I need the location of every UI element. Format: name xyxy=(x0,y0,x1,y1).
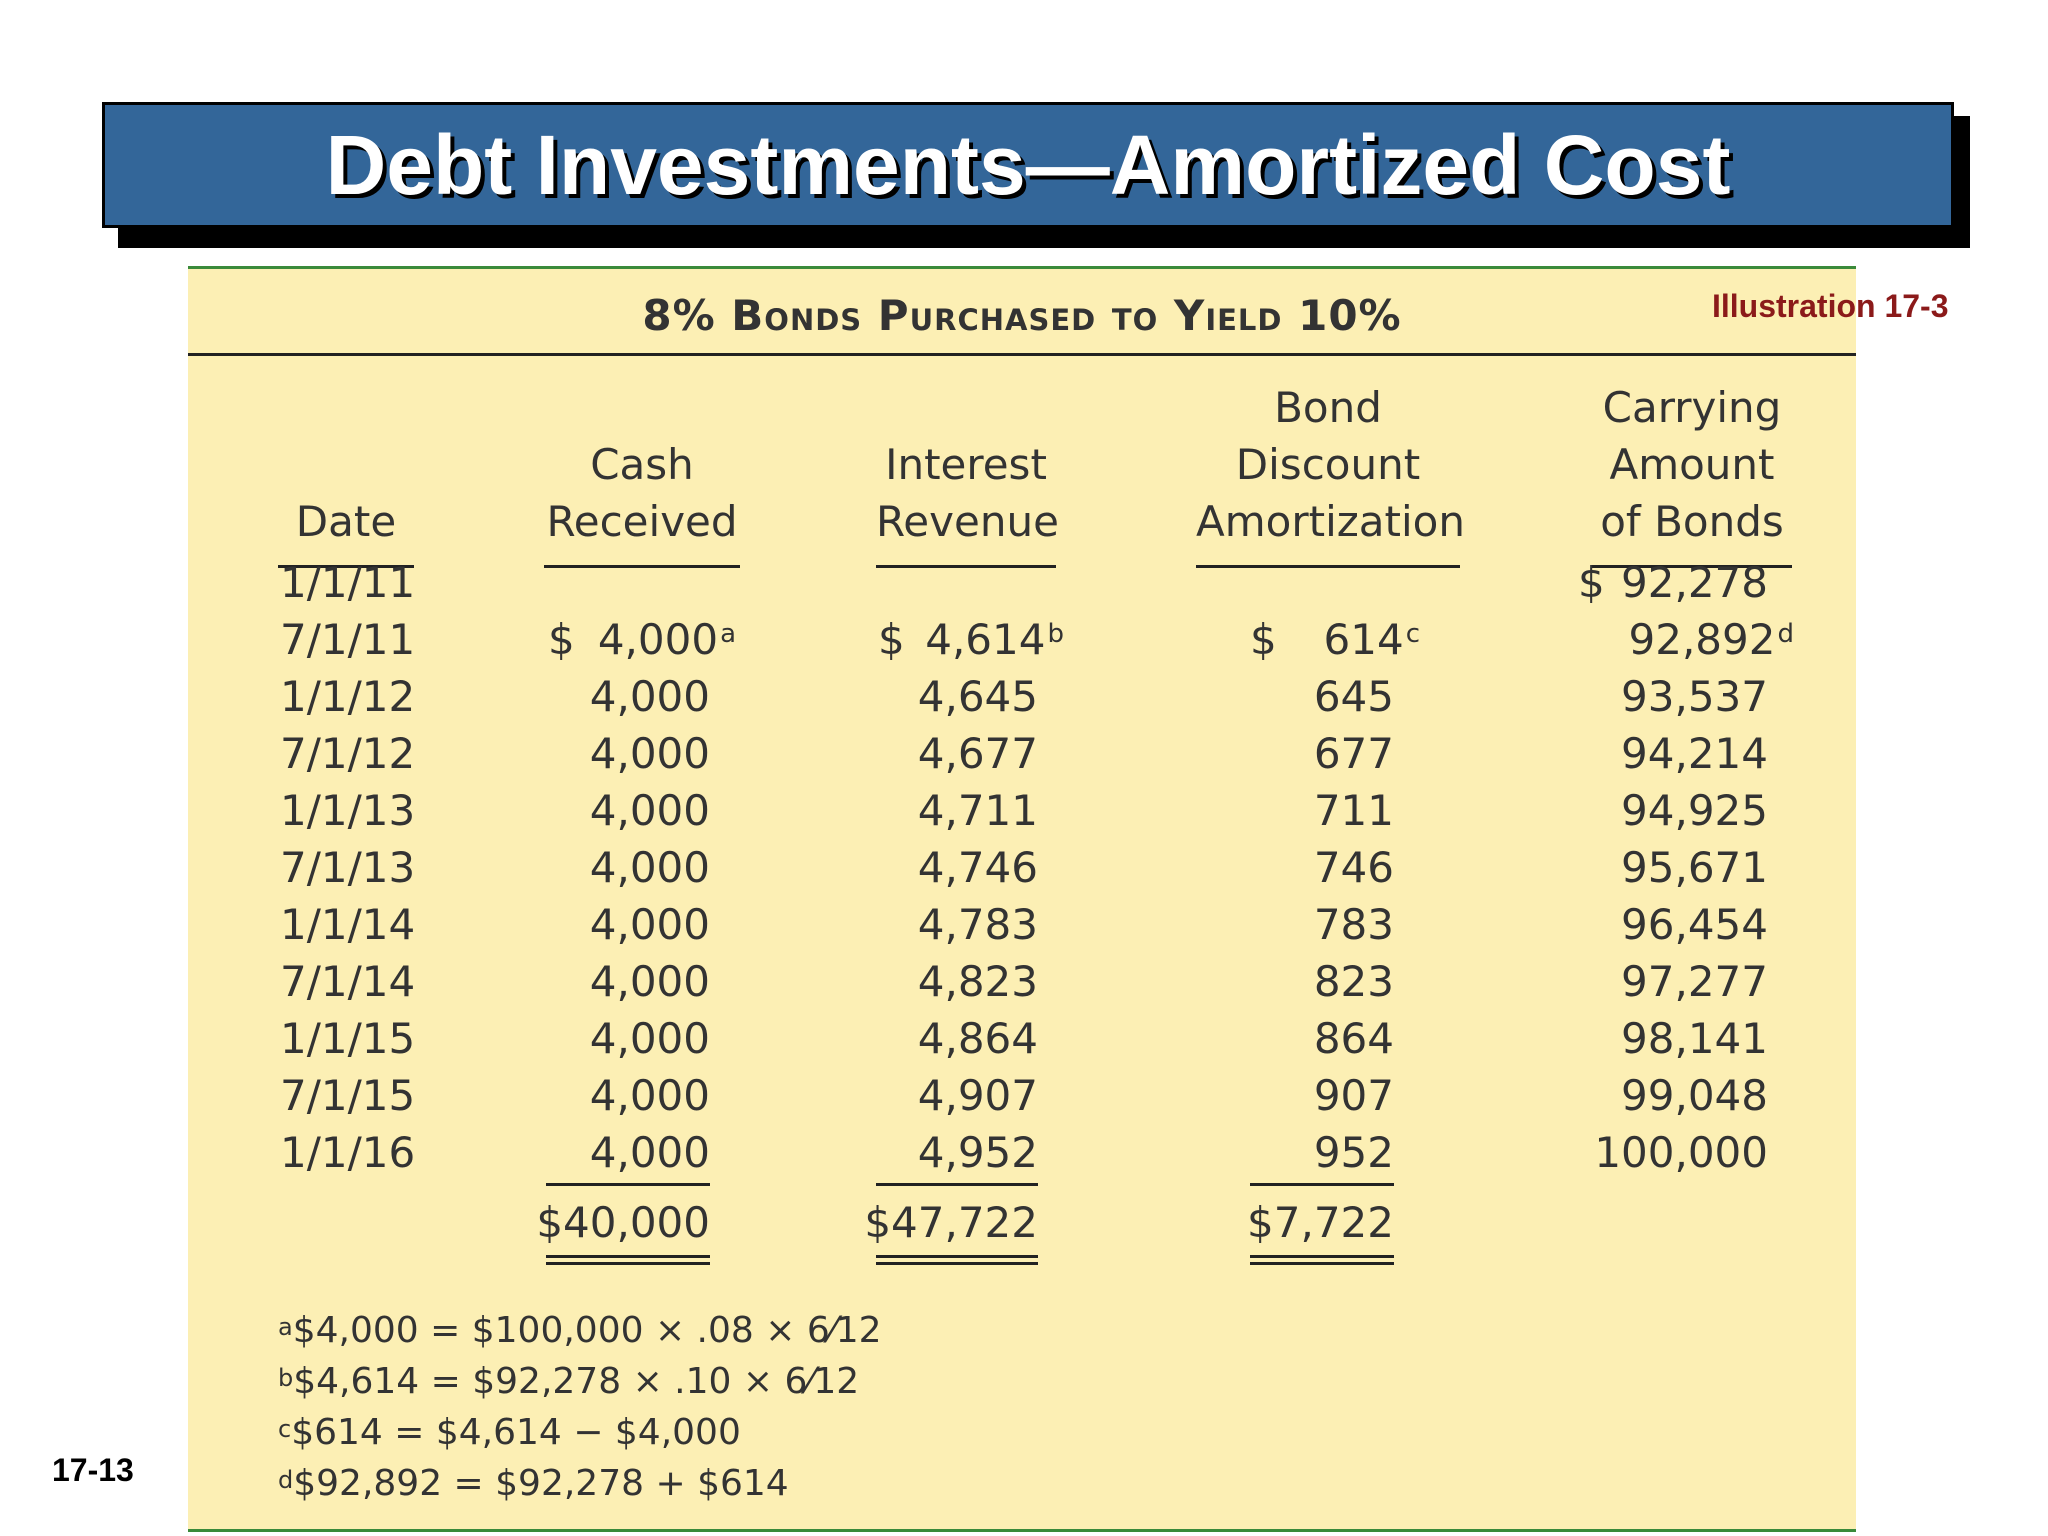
carrying-amount-cell-value: 96,454 xyxy=(1621,900,1768,949)
interest-revenue-cell-value: 4,783 xyxy=(917,900,1038,949)
carrying-amount-cell-value: 94,214 xyxy=(1621,729,1768,778)
cash-received-cell-value: 4,000 xyxy=(589,957,710,1006)
total-cash-received: $40,000 xyxy=(536,1198,710,1247)
amortization-cell-value: 614 xyxy=(1323,615,1404,664)
cash-received-cell-value: 4,000 xyxy=(589,672,710,721)
carrying-amount-cell xyxy=(1629,616,1794,664)
footnote-marker: b xyxy=(1047,619,1064,649)
interest-revenue-cell xyxy=(918,1072,1038,1120)
carrying-amount-cell xyxy=(1621,1015,1768,1063)
date-cell: 7/1/13 xyxy=(280,843,416,892)
amortization-cell-value: 746 xyxy=(1313,843,1394,892)
total-double-rule xyxy=(1250,1255,1394,1265)
interest-revenue-cell-value: 4,823 xyxy=(917,957,1038,1006)
column-header-line: Date xyxy=(295,497,397,546)
footnote-text: $4,614 = $92,278 × .10 × 6⁄12 xyxy=(293,1361,860,1402)
footnote-marker: a xyxy=(720,619,736,649)
date-cell: 1/1/14 xyxy=(280,900,416,949)
column-header xyxy=(278,379,414,550)
interest-revenue-cell-value: 4,907 xyxy=(917,1071,1038,1120)
column-header xyxy=(876,379,1059,550)
amortization-table-panel xyxy=(188,266,1856,1532)
dollar-sign: $ xyxy=(878,615,905,664)
date-cell: 1/1/15 xyxy=(280,1014,416,1063)
column-header-line: Bond xyxy=(1274,383,1382,432)
cash-received-cell-value: 4,000 xyxy=(589,843,710,892)
amortization-cell-value: 864 xyxy=(1313,1014,1394,1063)
illustration-label: Illustration 17-3 xyxy=(1712,288,1949,324)
interest-revenue-cell xyxy=(918,730,1038,778)
date-cell: 7/1/15 xyxy=(280,1071,416,1120)
total-amortization: $7,722 xyxy=(1247,1198,1394,1247)
carrying-amount-cell-value: 92,892 xyxy=(1628,615,1776,664)
column-header-rule xyxy=(1196,565,1460,568)
interest-revenue-cell xyxy=(918,901,1038,949)
date-cell: 1/1/13 xyxy=(280,786,416,835)
dollar-sign: $ xyxy=(548,615,575,664)
amortization-cell-value: 952 xyxy=(1313,1128,1394,1177)
carrying-amount-cell xyxy=(1621,901,1768,949)
interest-revenue-cell xyxy=(918,958,1038,1006)
interest-revenue-cell-value: 4,677 xyxy=(917,729,1038,778)
cash-received-cell xyxy=(590,673,710,721)
carrying-amount-cell xyxy=(1621,787,1768,835)
interest-revenue-cell-value: 4,711 xyxy=(917,786,1038,835)
title-banner xyxy=(102,102,1954,228)
cash-received-cell-value: 4,000 xyxy=(597,615,719,664)
footnote xyxy=(278,1360,859,1404)
carrying-amount-cell xyxy=(1621,844,1768,892)
carrying-amount-cell xyxy=(1621,730,1768,778)
amortization-cell-value: 783 xyxy=(1313,900,1394,949)
column-header-line: of Bonds xyxy=(1600,497,1784,546)
amortization-cell xyxy=(1314,730,1394,778)
carrying-amount-cell-value: 99,048 xyxy=(1621,1071,1768,1120)
column-header-line xyxy=(876,379,1056,436)
table-title: 8% Bonds Purchased to Yield 10% xyxy=(642,291,1402,340)
cash-received-cell-value: 4,000 xyxy=(589,1128,710,1177)
column-header-line xyxy=(278,436,414,493)
amortization-cell-value: 711 xyxy=(1313,786,1394,835)
date-cell: 1/1/12 xyxy=(280,672,416,721)
amortization-cell-value: 677 xyxy=(1313,729,1394,778)
footnote xyxy=(278,1309,882,1353)
column-header-line: Amortization xyxy=(1196,497,1465,546)
date-cell: 1/1/11 xyxy=(280,558,416,607)
interest-revenue-cell xyxy=(918,787,1038,835)
carrying-amount-cell-value: 93,537 xyxy=(1621,672,1768,721)
column-header-line: Cash xyxy=(590,440,694,489)
amortization-cell xyxy=(1314,901,1394,949)
amortization-cell xyxy=(1314,1129,1394,1177)
footnote xyxy=(278,1462,789,1506)
total-interest-revenue: $47,722 xyxy=(864,1198,1038,1247)
interest-revenue-cell xyxy=(925,616,1064,664)
column-header-line xyxy=(278,379,414,436)
cash-received-cell xyxy=(598,616,736,664)
amortization-cell xyxy=(1324,616,1420,664)
column-header xyxy=(1592,379,1792,550)
footnote-mark: d xyxy=(278,1466,294,1494)
interest-revenue-cell-value: 4,746 xyxy=(917,843,1038,892)
column-header-line xyxy=(544,379,740,436)
footnote-text: $92,892 = $92,278 + $614 xyxy=(293,1463,789,1504)
slide-number: 17-13 xyxy=(52,1452,134,1488)
interest-revenue-cell-value: 4,864 xyxy=(917,1014,1038,1063)
footnote-mark: b xyxy=(278,1364,294,1392)
amortization-cell xyxy=(1314,1015,1394,1063)
interest-revenue-cell xyxy=(918,673,1038,721)
cash-received-cell xyxy=(590,1129,710,1177)
table-title-rule xyxy=(188,353,1856,356)
column-header-line: Carrying xyxy=(1602,383,1782,432)
interest-revenue-cell-value: 4,645 xyxy=(917,672,1038,721)
cash-received-cell xyxy=(590,1072,710,1120)
column-header-line: Interest xyxy=(885,440,1047,489)
cash-received-cell xyxy=(590,787,710,835)
cash-received-cell-value: 4,000 xyxy=(589,729,710,778)
interest-revenue-cell-value: 4,952 xyxy=(917,1128,1038,1177)
carrying-amount-cell-value: 92,278 xyxy=(1621,558,1768,607)
dollar-sign: $ xyxy=(1578,558,1605,607)
carrying-amount-cell-value: 97,277 xyxy=(1621,957,1768,1006)
date-cell: 7/1/11 xyxy=(280,615,416,664)
carrying-amount-cell-value: 100,000 xyxy=(1594,1128,1768,1177)
column-header-line: Amount xyxy=(1609,440,1775,489)
carrying-amount-cell xyxy=(1621,958,1768,1006)
amortization-cell xyxy=(1314,958,1394,1006)
footnote-marker: c xyxy=(1405,619,1420,649)
amortization-cell-value: 645 xyxy=(1313,672,1394,721)
total-double-rule xyxy=(546,1255,710,1265)
date-cell: 7/1/12 xyxy=(280,729,416,778)
interest-revenue-cell xyxy=(918,1129,1038,1177)
cash-received-cell-value: 4,000 xyxy=(589,1014,710,1063)
date-cell: 1/1/16 xyxy=(280,1128,416,1177)
amortization-cell-value: 907 xyxy=(1313,1071,1394,1120)
footnote-mark: a xyxy=(278,1313,293,1341)
column-header-line: Revenue xyxy=(876,497,1059,546)
cash-received-cell xyxy=(590,901,710,949)
cash-received-cell-value: 4,000 xyxy=(589,1071,710,1120)
column-header-line: Received xyxy=(546,497,738,546)
footnote-mark: c xyxy=(278,1415,292,1443)
column-header-rule xyxy=(876,565,1056,568)
subtotal-rule xyxy=(876,1183,1038,1186)
footnote-text: $614 = $4,614 − $4,000 xyxy=(291,1412,741,1453)
cash-received-cell xyxy=(590,730,710,778)
carrying-amount-cell xyxy=(1621,559,1768,607)
carrying-amount-cell-value: 95,671 xyxy=(1621,843,1768,892)
cash-received-cell xyxy=(590,1015,710,1063)
column-header-line: Discount xyxy=(1235,440,1421,489)
footnote-text: $4,000 = $100,000 × .08 × 6⁄12 xyxy=(292,1310,882,1351)
amortization-cell xyxy=(1314,673,1394,721)
interest-revenue-cell xyxy=(918,844,1038,892)
column-header xyxy=(1196,379,1465,550)
dollar-sign: $ xyxy=(1250,615,1277,664)
amortization-cell xyxy=(1314,844,1394,892)
interest-revenue-cell-value: 4,614 xyxy=(925,615,1046,664)
amortization-cell xyxy=(1314,787,1394,835)
carrying-amount-cell xyxy=(1594,1129,1768,1177)
amortization-cell xyxy=(1314,1072,1394,1120)
carrying-amount-cell-value: 98,141 xyxy=(1621,1014,1768,1063)
cash-received-cell xyxy=(590,958,710,1006)
carrying-amount-cell xyxy=(1621,673,1768,721)
cash-received-cell-value: 4,000 xyxy=(589,786,710,835)
footnote xyxy=(278,1411,741,1455)
total-double-rule xyxy=(876,1255,1038,1265)
column-header xyxy=(544,379,740,550)
footnote-marker: d xyxy=(1777,619,1794,649)
cash-received-cell xyxy=(590,844,710,892)
column-header-rule xyxy=(544,565,740,568)
amortization-cell-value: 823 xyxy=(1313,957,1394,1006)
carrying-amount-cell-value: 94,925 xyxy=(1621,786,1768,835)
carrying-amount-cell xyxy=(1621,1072,1768,1120)
date-cell: 7/1/14 xyxy=(280,957,416,1006)
cash-received-cell-value: 4,000 xyxy=(589,900,710,949)
slide-title: Debt Investments—Amortized Cost xyxy=(325,117,1731,212)
subtotal-rule xyxy=(1250,1183,1394,1186)
subtotal-rule xyxy=(546,1183,710,1186)
interest-revenue-cell xyxy=(918,1015,1038,1063)
